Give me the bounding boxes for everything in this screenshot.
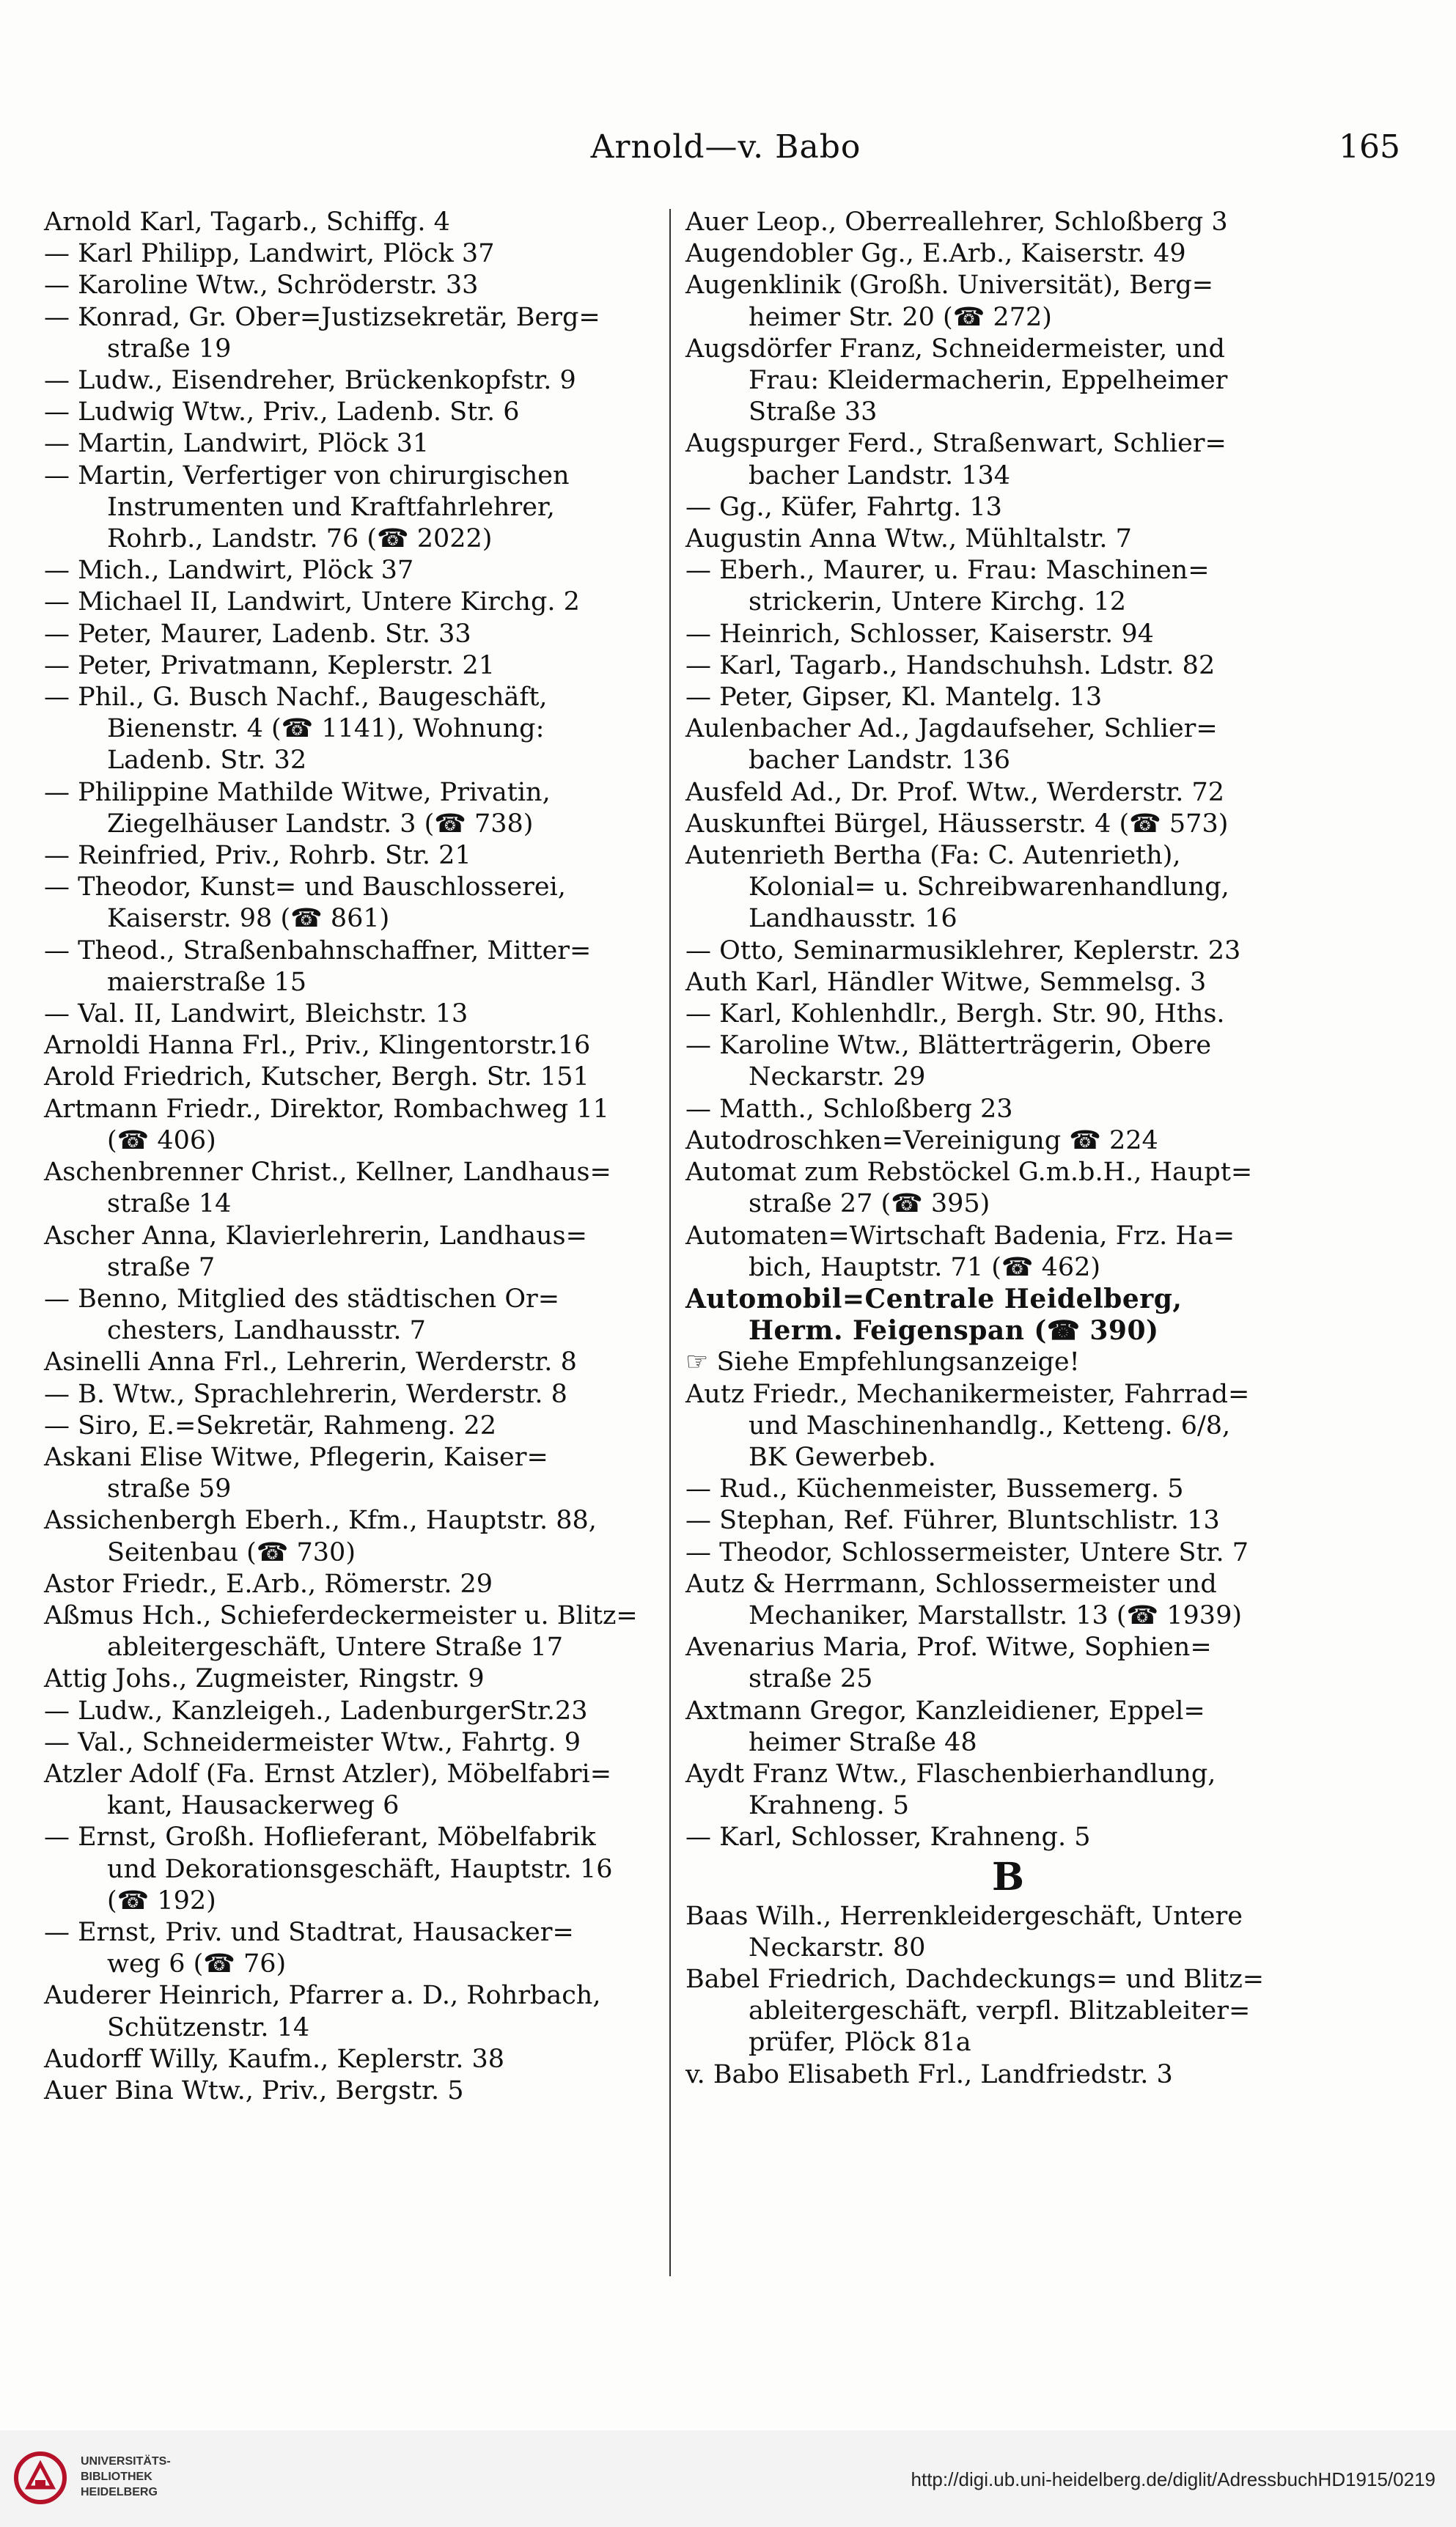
- directory-entry: [685, 1632, 1331, 1695]
- page-title: Arnold—v. Babo: [590, 128, 861, 166]
- directory-entry: [685, 1125, 1331, 1157]
- directory-entry: [685, 1030, 1331, 1093]
- entry-continuation: Frau: Kleidermacherin, Eppelheimer: [749, 366, 1228, 396]
- source-url-link[interactable]: http://digi.ub.uni-heidelberg.de/diglit/AdressbuchHD1915/0219: [911, 2468, 1435, 2490]
- directory-entry: [685, 1822, 1331, 1853]
- directory-entry: [685, 492, 1331, 523]
- entry-line: Augsdörfer Franz, Schneidermeister, und: [685, 334, 1225, 364]
- entry-continuation: heimer Straße 48: [749, 1727, 977, 1757]
- entry-line: — Karl, Tagarb., Handschuhsh. Ldstr. 82: [685, 650, 1216, 680]
- directory-entry: [44, 1759, 689, 1822]
- entry-line: Autodroschken=Vereinigung ☎ 224: [685, 1125, 1158, 1155]
- directory-entry: [44, 397, 689, 428]
- directory-entry: [44, 998, 689, 1030]
- directory-entry: [685, 967, 1331, 998]
- entry-line: Audorff Willy, Kaufm., Keplerstr. 38: [44, 2044, 505, 2074]
- directory-entry: [44, 1379, 689, 1410]
- directory-entry: [44, 1062, 689, 1093]
- directory-entry: [44, 1569, 689, 1600]
- entry-line: Augustin Anna Wtw., Mühltalstr. 7: [685, 524, 1132, 554]
- entry-line: Ausfeld Ad., Dr. Prof. Wtw., Werderstr. 72: [685, 777, 1225, 807]
- directory-entry: [44, 650, 689, 682]
- entry-line: — Martin, Verfertiger von chirurgischen: [44, 460, 570, 490]
- directory-entry: [44, 1347, 689, 1378]
- column-divider: [669, 209, 671, 2276]
- directory-entry: [44, 872, 689, 935]
- directory-entry: [685, 1347, 1331, 1378]
- entry-continuation: (☎ 406): [107, 1125, 216, 1155]
- directory-entry: [44, 1822, 689, 1917]
- entry-continuation: strickerin, Untere Kirchg. 12: [749, 587, 1126, 617]
- entry-line: — Ernst, Priv. und Stadtrat, Hausacker=: [44, 1917, 574, 1947]
- entry-continuation: und Maschinenhandlg., Ketteng. 6/8,: [749, 1410, 1231, 1441]
- entry-line: Arnoldi Hanna Frl., Priv., Klingentorstr.16: [44, 1031, 591, 1061]
- directory-entry: [44, 1505, 689, 1568]
- entry-line: Aschenbrenner Christ., Kellner, Landhaus=: [44, 1158, 611, 1188]
- directory-entry: [44, 270, 689, 301]
- entry-line: Artmann Friedr., Direktor, Rombachweg 11: [44, 1094, 609, 1124]
- entry-line: — Ludwig Wtw., Priv., Ladenb. Str. 6: [44, 397, 520, 427]
- entry-line: — Philippine Mathilde Witwe, Privatin,: [44, 777, 551, 807]
- entry-line: Auer Leop., Oberreallehrer, Schloßberg 3: [685, 207, 1228, 237]
- entry-continuation: Bienenstr. 4 (☎ 1141), Wohnung:: [107, 714, 545, 744]
- entry-line: — Theodor, Schlossermeister, Untere Str. 7: [685, 1537, 1249, 1567]
- entry-line: Arnold Karl, Tagarb., Schiffg. 4: [44, 207, 450, 237]
- entry-line: Augendobler Gg., E.Arb., Kaiserstr. 49: [685, 239, 1186, 269]
- directory-entry: [44, 1030, 689, 1062]
- entry-line: v. Babo Elisabeth Frl., Landfriedstr. 3: [685, 2059, 1173, 2089]
- directory-entry: [44, 1157, 689, 1220]
- entry-line: B: [992, 1854, 1024, 1899]
- directory-entry: [685, 1569, 1331, 1632]
- directory-entry: [685, 555, 1331, 618]
- directory-entry: [44, 555, 689, 586]
- directory-entry: [44, 1980, 689, 2043]
- entry-line: Axtmann Gregor, Kanzleidiener, Eppel=: [685, 1696, 1205, 1726]
- directory-entry: [685, 809, 1331, 840]
- entry-line: — Ernst, Großh. Hoflieferant, Möbelfabrik: [44, 1822, 596, 1853]
- entry-line: — Matth., Schloßberg 23: [685, 1094, 1013, 1124]
- directory-entry: [685, 682, 1331, 713]
- directory-entry: [44, 2075, 689, 2107]
- entry-line: Attig Johs., Zugmeister, Ringstr. 9: [44, 1664, 485, 1694]
- entry-line: Automaten=Wirtschaft Badenia, Frz. Ha=: [685, 1221, 1235, 1251]
- directory-entry: [44, 460, 689, 556]
- entry-line: Auer Bina Wtw., Priv., Bergstr. 5: [44, 2075, 464, 2105]
- directory-entry: [685, 1759, 1331, 1822]
- entry-line: Aßmus Hch., Schieferdeckermeister u. Blitz=: [44, 1600, 638, 1630]
- entry-line: Autz Friedr., Mechanikermeister, Fahrrad=: [685, 1379, 1250, 1409]
- entry-continuation: BK Gewerbeb.: [749, 1442, 936, 1472]
- entry-line: Assichenbergh Eberh., Kfm., Hauptstr. 88,: [44, 1506, 597, 1536]
- entry-line: — Theodor, Kunst= und Bauschlosserei,: [44, 872, 566, 902]
- directory-entry: [44, 1442, 689, 1505]
- directory-entry: [44, 1663, 689, 1695]
- directory-entry: [44, 1696, 689, 1727]
- entry-line: — Peter, Privatmann, Keplerstr. 21: [44, 650, 495, 680]
- entry-line: — Michael II, Landwirt, Untere Kirchg. 2: [44, 587, 580, 617]
- directory-entry: [44, 365, 689, 397]
- entry-line: Augspurger Ferd., Straßenwart, Schlier=: [685, 429, 1227, 459]
- entry-line: — Ludw., Eisendreher, Brückenkopfstr. 9: [44, 366, 576, 396]
- entry-line: — Ludw., Kanzleigeh., LadenburgerStr.23: [44, 1696, 588, 1726]
- directory-entry: [685, 1964, 1331, 2059]
- directory-entry: [685, 840, 1331, 935]
- directory-entry: [685, 1157, 1331, 1220]
- entry-continuation: Kolonial= u. Schreibwarenhandlung,: [749, 872, 1229, 902]
- entry-line: Askani Elise Witwe, Pflegerin, Kaiser=: [44, 1442, 548, 1472]
- directory-entry: [44, 682, 689, 777]
- entry-continuation: weg 6 (☎ 76): [107, 1949, 287, 1979]
- entry-line: — Konrad, Gr. Ober=Justizsekretär, Berg=: [44, 302, 600, 332]
- entry-line: Asinelli Anna Frl., Lehrerin, Werderstr. 8: [44, 1347, 577, 1377]
- entry-line: Auderer Heinrich, Pfarrer a. D., Rohrbach,: [44, 1981, 601, 2011]
- directory-entry: [685, 998, 1331, 1030]
- entry-continuation: Schützenstr. 14: [107, 2012, 310, 2042]
- entry-line: Astor Friedr., E.Arb., Römerstr. 29: [44, 1569, 493, 1599]
- library-name: UNIVERSITÄTS- BIBLIOTHEK HEIDELBERG: [81, 2455, 171, 2498]
- entry-line: Automobil=Centrale Heidelberg,: [685, 1283, 1183, 1314]
- directory-entry: [685, 1474, 1331, 1505]
- directory-entry: [44, 840, 689, 872]
- entry-line: — Martin, Landwirt, Plöck 31: [44, 429, 430, 459]
- entry-continuation: maierstraße 15: [107, 967, 307, 997]
- directory-entry: [685, 428, 1331, 491]
- directory-entry: [44, 1221, 689, 1284]
- entry-line: — Karoline Wtw., Blätterträgerin, Obere: [685, 1031, 1212, 1061]
- directory-entry: [44, 1727, 689, 1759]
- entry-line: — Reinfried, Priv., Rohrb. Str. 21: [44, 841, 471, 871]
- entry-line: Autenrieth Bertha (Fa: C. Autenrieth),: [685, 841, 1181, 871]
- entry-continuation: Krahneng. 5: [749, 1791, 910, 1821]
- entry-line: — Phil., G. Busch Nachf., Baugeschäft,: [44, 683, 548, 713]
- directory-entry: [685, 207, 1331, 238]
- entry-continuation: Landhausstr. 16: [749, 904, 957, 934]
- entry-line: Atzler Adolf (Fa. Ernst Atzler), Möbelfabri=: [44, 1759, 612, 1789]
- entry-line: — Theod., Straßenbahnschaffner, Mitter=: [44, 935, 592, 965]
- entry-continuation: ableitergeschäft, Untere Straße 17: [107, 1633, 564, 1663]
- entry-line: Babel Friedrich, Dachdeckungs= und Blitz=: [685, 1964, 1265, 1994]
- directory-entry: [44, 302, 689, 365]
- directory-entry: [44, 1410, 689, 1442]
- entry-line: Autz & Herrmann, Schlossermeister und: [685, 1569, 1217, 1599]
- directory-entry: [685, 334, 1331, 429]
- entry-continuation: ableitergeschäft, verpfl. Blitzableiter=: [749, 1996, 1251, 2026]
- entry-continuation: bich, Hauptstr. 71 (☎ 462): [749, 1252, 1101, 1282]
- directory-entry: [685, 1094, 1331, 1125]
- entry-line: — Stephan, Ref. Führer, Bluntschlistr. 13: [685, 1506, 1220, 1536]
- entry-line: — Siro, E.=Sekretär, Rahmeng. 22: [44, 1410, 496, 1441]
- directory-entry: [685, 523, 1331, 555]
- entry-continuation: (☎ 192): [107, 1886, 216, 1916]
- section-letter: [685, 1854, 1331, 1901]
- entry-line: Automat zum Rebstöckel G.m.b.H., Haupt=: [685, 1158, 1253, 1188]
- directory-entry: [685, 1221, 1331, 1284]
- entry-line: — Heinrich, Schlosser, Kaiserstr. 94: [685, 619, 1154, 649]
- directory-entry: [685, 935, 1331, 967]
- left-column: [44, 207, 689, 2107]
- directory-entry: [685, 270, 1331, 333]
- directory-entry: [685, 238, 1331, 270]
- directory-entry: [44, 586, 689, 618]
- page-number: 165: [1339, 128, 1400, 166]
- entry-line: Avenarius Maria, Prof. Witwe, Sophien=: [685, 1633, 1212, 1663]
- directory-entry: [44, 777, 689, 840]
- directory-entry: [44, 1600, 689, 1663]
- entry-line: — Rud., Küchenmeister, Bussemerg. 5: [685, 1474, 1184, 1504]
- page-header: [51, 128, 1400, 180]
- entry-continuation: Herm. Feigenspan (☎ 390): [749, 1315, 1159, 1347]
- directory-entry: [44, 1917, 689, 1980]
- entry-line: Aulenbacher Ad., Jagdaufseher, Schlier=: [685, 714, 1218, 744]
- entry-line: — Eberh., Maurer, u. Frau: Maschinen=: [685, 556, 1210, 586]
- entry-line: — Peter, Gipser, Kl. Mantelg. 13: [685, 683, 1103, 713]
- directory-entry: [685, 1537, 1331, 1569]
- entry-line: Auskunftei Bürgel, Häusserstr. 4 (☎ 573): [685, 809, 1229, 839]
- entry-continuation: und Dekorationsgeschäft, Hauptstr. 16: [107, 1854, 613, 1884]
- entry-line: — Karl Philipp, Landwirt, Plöck 37: [44, 239, 495, 269]
- directory-entry: [44, 428, 689, 460]
- directory-entry: [44, 2044, 689, 2075]
- entry-line: Aydt Franz Wtw., Flaschenbierhandlung,: [685, 1759, 1216, 1789]
- entry-line: — Gg., Küfer, Fahrtg. 13: [685, 492, 1002, 522]
- entry-continuation: Neckarstr. 29: [749, 1062, 926, 1092]
- directory-entry: [685, 713, 1331, 776]
- entry-line: — Val. II, Landwirt, Bleichstr. 13: [44, 999, 468, 1029]
- entry-line: — B. Wtw., Sprachlehrerin, Werderstr. 8: [44, 1379, 567, 1409]
- entry-continuation: Seitenbau (☎ 730): [107, 1537, 356, 1567]
- directory-entry: [44, 1094, 689, 1157]
- entry-continuation: bacher Landstr. 134: [749, 460, 1011, 490]
- entry-continuation: straße 59: [107, 1474, 232, 1504]
- entry-line: Baas Wilh., Herrenkleidergeschäft, Untere: [685, 1901, 1243, 1931]
- directory-entry: [44, 207, 689, 238]
- entry-line: — Karl, Kohlenhdlr., Bergh. Str. 90, Hths.: [685, 999, 1225, 1029]
- directory-entry: [44, 935, 689, 998]
- entry-continuation: straße 7: [107, 1252, 216, 1282]
- directory-entry: [685, 650, 1331, 682]
- entry-line: — Karl, Schlosser, Krahneng. 5: [685, 1822, 1091, 1853]
- entry-line: — Peter, Maurer, Ladenb. Str. 33: [44, 619, 471, 649]
- directory-entry: [44, 619, 689, 650]
- entry-continuation: straße 19: [107, 334, 232, 364]
- entry-line: — Karoline Wtw., Schröderstr. 33: [44, 271, 479, 301]
- entry-line: — Benno, Mitglied des städtischen Or=: [44, 1284, 560, 1314]
- entry-continuation: straße 27 (☎ 395): [749, 1189, 990, 1219]
- entry-line: — Mich., Landwirt, Plöck 37: [44, 556, 414, 586]
- entry-line: — Otto, Seminarmusiklehrer, Keplerstr. 23: [685, 935, 1241, 965]
- university-library-logo-icon: [13, 2451, 67, 2505]
- entry-continuation: Ziegelhäuser Landstr. 3 (☎ 738): [107, 809, 534, 839]
- entry-line: Ascher Anna, Klavierlehrerin, Landhaus=: [44, 1221, 587, 1251]
- directory-entry: [685, 1284, 1331, 1347]
- entry-continuation: Neckarstr. 80: [749, 1932, 926, 1963]
- directory-entry: [685, 1505, 1331, 1537]
- entry-continuation: kant, Hausackerweg 6: [107, 1791, 400, 1821]
- entry-continuation: straße 25: [749, 1664, 873, 1694]
- entry-line: Augenklinik (Großh. Universität), Berg=: [685, 271, 1214, 301]
- directory-entry: [685, 1696, 1331, 1759]
- entry-line: ☞ Siehe Empfehlungsanzeige!: [685, 1347, 1080, 1377]
- directory-entry: [685, 2059, 1331, 2091]
- directory-entry: [44, 1284, 689, 1347]
- entry-continuation: prüfer, Plöck 81a: [749, 2028, 971, 2058]
- entry-continuation: Straße 33: [749, 397, 878, 427]
- entry-line: Auth Karl, Händler Witwe, Semmelsg. 3: [685, 967, 1207, 997]
- directory-entry: [44, 238, 689, 270]
- entry-continuation: bacher Landstr. 136: [749, 746, 1011, 776]
- entry-continuation: straße 14: [107, 1189, 232, 1219]
- entry-continuation: heimer Str. 20 (☎ 272): [749, 302, 1052, 332]
- directory-entry: [685, 619, 1331, 650]
- entry-continuation: Instrumenten und Kraftfahrlehrer,: [107, 492, 555, 522]
- entry-continuation: Kaiserstr. 98 (☎ 861): [107, 904, 390, 934]
- entry-continuation: Rohrb., Landstr. 76 (☎ 2022): [107, 524, 493, 554]
- directory-entry: [685, 1901, 1331, 1964]
- entry-continuation: Ladenb. Str. 32: [107, 746, 307, 776]
- footer-bar: [0, 2430, 1456, 2527]
- entry-continuation: chesters, Landhausstr. 7: [107, 1316, 426, 1346]
- entry-continuation: Mechaniker, Marstallstr. 13 (☎ 1939): [749, 1600, 1242, 1630]
- entry-line: — Val., Schneidermeister Wtw., Fahrtg. 9: [44, 1727, 581, 1757]
- directory-entry: [685, 777, 1331, 809]
- right-column: [685, 207, 1331, 2091]
- directory-entry: [685, 1379, 1331, 1474]
- entry-line: Arold Friedrich, Kutscher, Bergh. Str. 151: [44, 1062, 589, 1092]
